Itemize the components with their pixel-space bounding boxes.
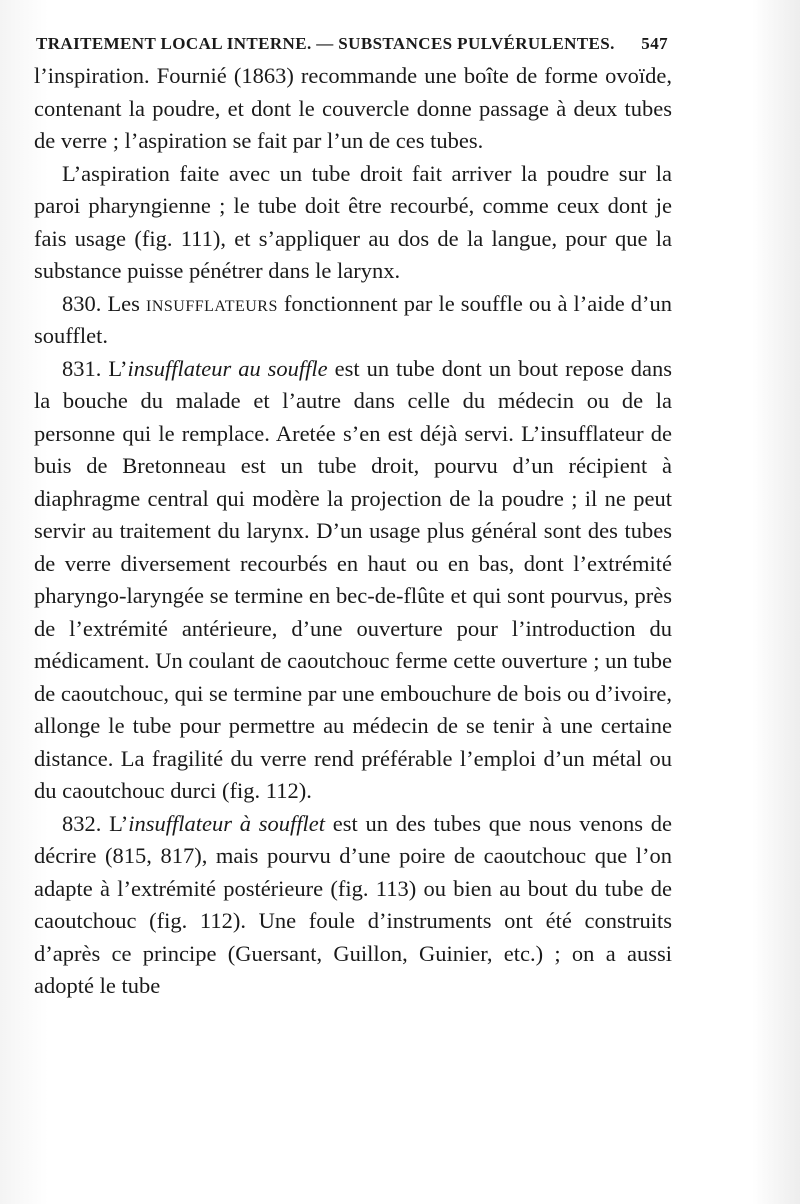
- term-insufflateur-au-souffle: insufflateur au souffle: [127, 355, 328, 381]
- paragraph-continuation: l’inspiration. Fournié (1863) recommande une boîte de forme ovoïde, contenant la poudre, et dont le couvercle donne passage à deux tubes de verre ; l’aspiration se fait par l’un de ces tubes.: [34, 63, 672, 153]
- section-number: 830.: [62, 290, 102, 316]
- paragraph-lead: L’: [109, 810, 129, 836]
- page-body: [34, 60, 672, 1003]
- paragraph-lead: Les: [107, 290, 140, 316]
- paragraph-aspiration: L’aspiration faite avec un tube droit fait arriver la poudre sur la paroi pharyngienne ; le tube doit être recourbé, comme ceux dont je fais usage (fig. 111), et s’appliquer au dos de la langue, pour que la substance puisse pénétrer dans le larynx.: [34, 160, 672, 283]
- paragraph-text: est un tube dont un bout repose dans la bouche du malade et l’autre dans celle du médecin ou de la personne qui le remplace. Aretée s’en est déjà servi. L’insufflateur de buis de Bretonneau est un tube droit, pourvu d’un récipient à diaphragme central qui modère la projection de la poudre ; il ne peut servir au traitement du larynx. D’un usage plus général sont des tubes de verre diversement recourbés en haut ou en bas, dont l’extrémité pharyngo-laryngée se termine en bec-de-flûte et qui sont pourvus, près de l’extrémité antérieure, d’une ouverture pour l’introduction du médicament. Un coulant de caoutchouc ferme cette ouverture ; un tube de caoutchouc, qui se termine par une embouchure de bois ou d’ivoire, allonge le tube pour permettre au médecin de se tenir à une certaine distance. La fragilité du verre rend préférable l’emploi d’un métal ou du caoutchouc durci (fig. 112).: [34, 355, 672, 803]
- page-number: 547: [641, 34, 668, 53]
- section-number: 832.: [62, 810, 102, 836]
- paragraph-830: [34, 288, 672, 353]
- paragraph-text: fonctionnent par le souffle ou à l’aide d’un soufflet.: [34, 290, 673, 348]
- keyword-insufflateurs: insufflateurs: [146, 290, 278, 316]
- page-header: [36, 28, 668, 58]
- term-insufflateur-a-soufflet: insufflateur à soufflet: [128, 810, 326, 836]
- running-title: TRAITEMENT LOCAL INTERNE. — SUBSTANCES PULVÉRULENTES.: [36, 34, 615, 53]
- paragraph-lead: L’: [108, 355, 128, 381]
- paragraph-832: [34, 808, 672, 1003]
- paragraph-831: [34, 353, 672, 808]
- section-number: 831.: [62, 355, 102, 381]
- paragraph-text: est un des tubes que nous venons de décrire (815, 817), mais pourvu d’une poire de caoutchouc que l’on adapte à l’extrémité postérieure (fig. 113) ou bien au bout du tube de caoutchouc (fig. 112). Une foule d’instruments ont été construits d’après ce principe (Guersant, Guillon, Guinier, etc.) ; on a aussi adopté le tube: [34, 810, 672, 998]
